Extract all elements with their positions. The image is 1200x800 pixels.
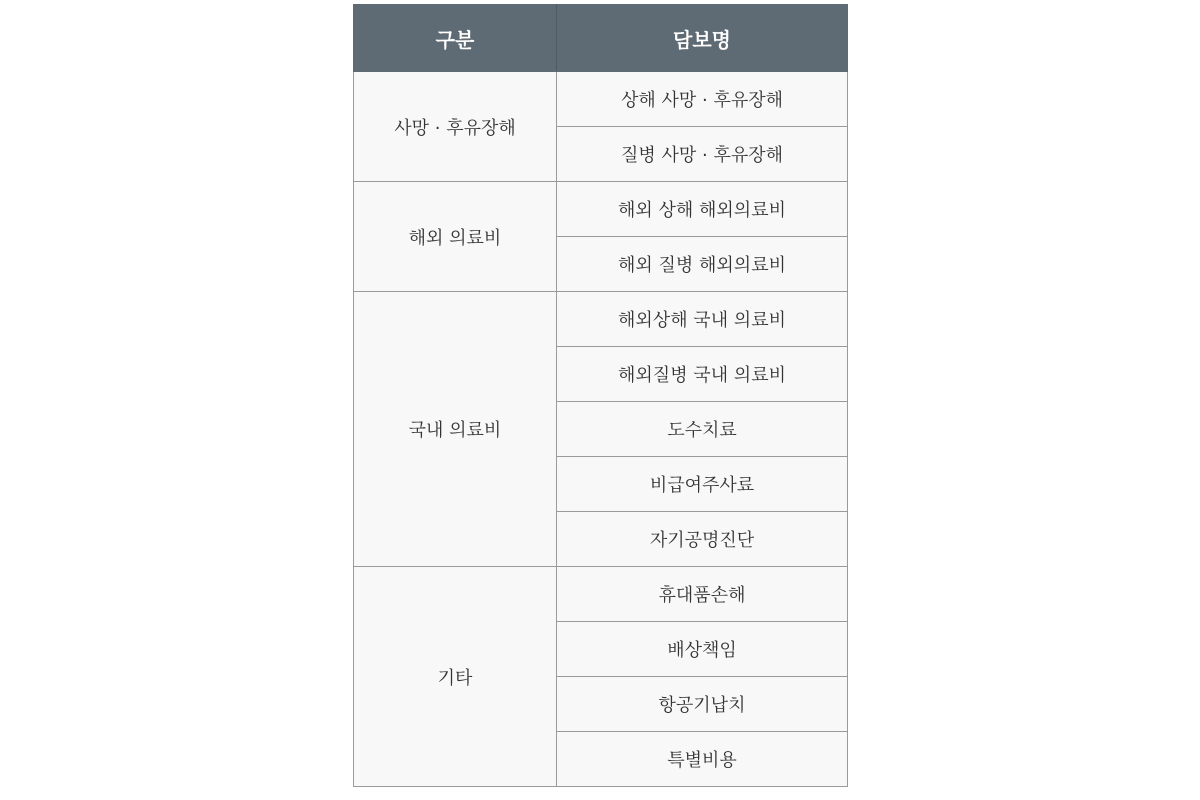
coverage-cell: 질병 사망 · 후유장해 <box>557 127 848 182</box>
table-row <box>354 72 848 127</box>
coverage-cell: 해외 질병 해외의료비 <box>557 237 848 292</box>
coverage-cell: 해외상해 국내 의료비 <box>557 292 848 347</box>
coverage-cell: 항공기납치 <box>557 677 848 732</box>
category-cell-domestic-medical: 국내 의료비 <box>354 292 557 567</box>
coverage-cell: 상해 사망 · 후유장해 <box>557 72 848 127</box>
header-category: 구분 <box>354 5 557 72</box>
header-coverage: 담보명 <box>557 5 848 72</box>
coverage-cell: 비급여주사료 <box>557 457 848 512</box>
table-row <box>354 182 848 237</box>
coverage-cell: 도수치료 <box>557 402 848 457</box>
table-row <box>354 292 848 347</box>
coverage-cell: 자기공명진단 <box>557 512 848 567</box>
coverage-table <box>353 4 848 787</box>
table-header-row <box>354 5 848 72</box>
category-cell-other: 기타 <box>354 567 557 787</box>
coverage-cell: 해외질병 국내 의료비 <box>557 347 848 402</box>
table-row <box>354 567 848 622</box>
category-cell-death-disability: 사망 · 후유장해 <box>354 72 557 182</box>
coverage-cell: 해외 상해 해외의료비 <box>557 182 848 237</box>
category-cell-overseas-medical: 해외 의료비 <box>354 182 557 292</box>
coverage-cell: 휴대품손해 <box>557 567 848 622</box>
coverage-cell: 배상책임 <box>557 622 848 677</box>
coverage-cell: 특별비용 <box>557 732 848 787</box>
coverage-table-container <box>353 4 847 787</box>
